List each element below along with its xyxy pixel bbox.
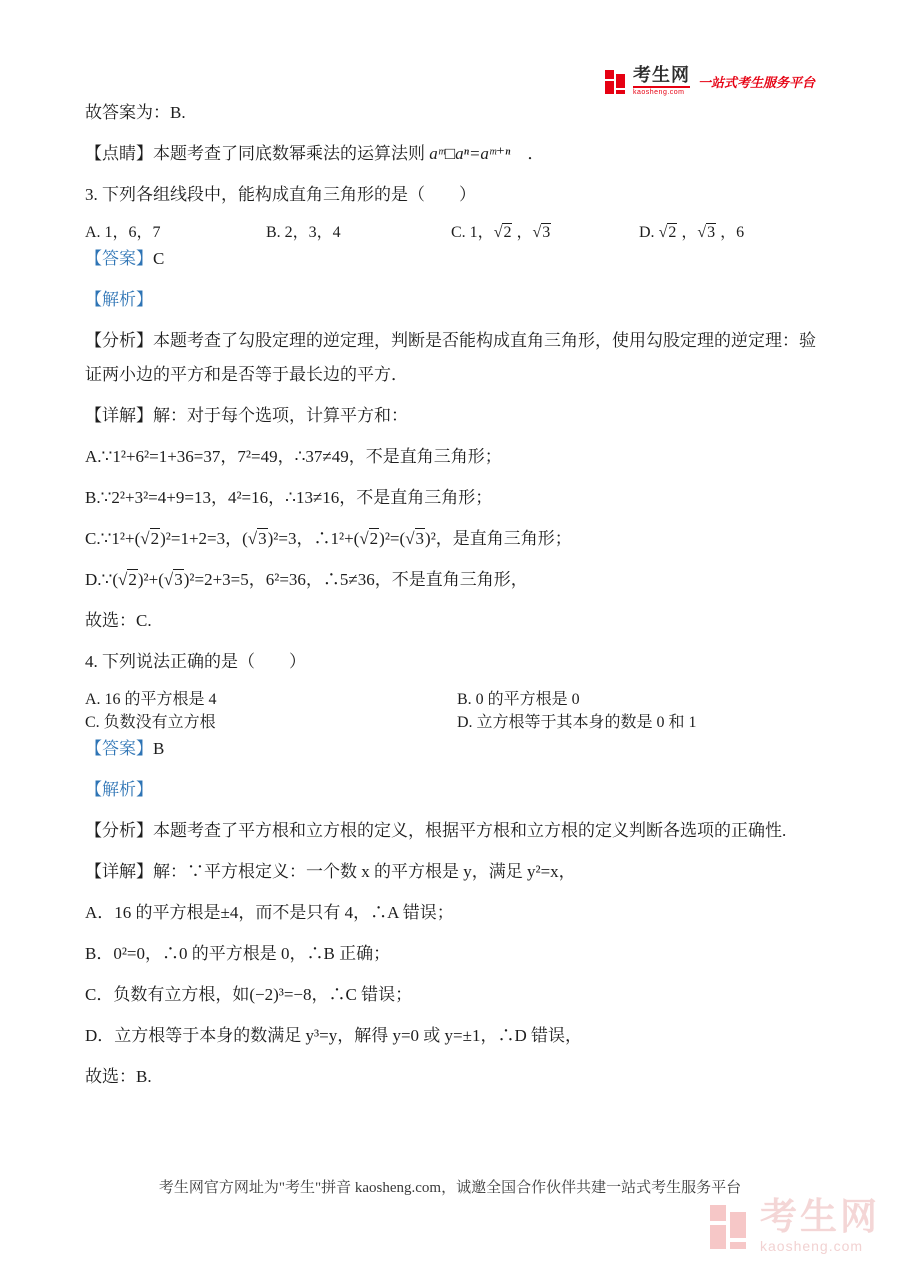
q3-jiexi-label: 【解析】 (85, 290, 153, 309)
q4-xiangjie-label: 【详解】 (85, 862, 153, 881)
q3-fenxi-label: 【分析】 (85, 331, 153, 350)
question-4-stem: 4. 下列说法正确的是（ ） (85, 652, 306, 671)
q4-option-a: A. 16 的平方根是 4 (85, 691, 217, 708)
kaosheng-watermark-wordmark (760, 1198, 880, 1253)
document-content (85, 96, 816, 1101)
question-3-stem: 3. 下列各组线段中，能构成直角三角形的是（ ） (85, 185, 476, 204)
previous-answer-line: 故答案为：B. (85, 103, 186, 122)
watermark-logo-domain: kaosheng.com (760, 1238, 864, 1254)
q4-detail-a: A．16 的平方根是±4，而不是只有 4，∴A 错误； (85, 903, 454, 922)
dianjing-formula: aᵐ□aⁿ=aᵐ⁺ⁿ (429, 144, 511, 163)
dianjing-text: 本题考查了同底数幂乘法的运算法则 (153, 144, 425, 163)
q3-jiexi-line (85, 283, 816, 317)
q3-detail-a: A.∵1²+6²=1+36=37，7²=49，∴37≠49，不是直角三角形； (85, 447, 502, 466)
logo-domain: kaosheng.com (633, 86, 690, 96)
q3-detail-d: D.∵(√2)²+(√3)²=2+3=5，6²=36，∴5≠36，不是直角三角形， (85, 570, 528, 589)
q4-detail-d: D．立方根等于本身的数满足 y³=y，解得 y=0 或 y=±1，∴D 错误， (85, 1026, 582, 1045)
question-4-options-row-2 (85, 709, 816, 732)
q3-xiangjie-text: 解：对于每个选项，计算平方和： (153, 406, 408, 425)
q4-answer-line (85, 732, 816, 766)
question-3-options (85, 219, 816, 242)
q3-answer-value: C (153, 249, 165, 268)
q3-answer-line (85, 242, 816, 276)
q4-xiangjie-line (85, 855, 816, 889)
kaosheng-watermark-icon (710, 1202, 750, 1250)
q4-detail-c: C．负数有立方根，如(−2)³=−8，∴C 错误； (85, 985, 413, 1004)
kaosheng-logo-icon (605, 68, 628, 94)
q4-conclusion: 故选：B. (85, 1067, 152, 1086)
kaosheng-watermark (710, 1198, 880, 1253)
q3-option-c: C. 1，√2 ，√3 (451, 224, 551, 241)
q4-fenxi-line (85, 814, 816, 848)
q4-xiangjie-text: 解：∵平方根定义：一个数 x 的平方根是 y，满足 y²=x， (153, 862, 576, 881)
kaosheng-brand-header (605, 66, 815, 96)
q3-option-b: B. 2，3，4 (266, 224, 341, 241)
q4-fenxi-text: 本题考查了平方根和立方根的定义，根据平方根和立方根的定义判断各选项的正确性. (153, 821, 787, 840)
q3-option-d: D. √2 ，√3 ，6 (639, 224, 745, 241)
q3-conclusion: 故选：C. (85, 611, 152, 630)
q3-fenxi-line (85, 324, 816, 392)
logo-slogan: 一站式考生服务平台 (697, 74, 815, 90)
page-footer-text: 考生网官方网址为"考生"拼音 kaosheng.com，诚邀全国合作伙伴共建一站式考生服务平台 (158, 1180, 742, 1196)
q3-answer-label: 【答案】 (85, 249, 153, 268)
q3-fenxi-text: 本题考查了勾股定理的逆定理，判断是否能构成直角三角形，使用勾股定理的逆定理：验证两小边的平方和是否等于最长边的平方． (85, 331, 816, 384)
q4-jiexi-line (85, 773, 816, 807)
q3-xiangjie-label: 【详解】 (85, 406, 153, 425)
watermark-logo-text: 考生网 (760, 1196, 880, 1237)
question-4-options-row-1 (85, 686, 816, 709)
dianjing-label: 【点睛】 (85, 144, 153, 163)
q4-option-b: B. 0 的平方根是 0 (457, 691, 580, 708)
logo-text: 考生网 (632, 65, 690, 85)
q4-option-c: C. 负数没有立方根 (85, 714, 216, 731)
q4-detail-b: B．0²=0，∴0 的平方根是 0，∴B 正确； (85, 944, 391, 963)
kaosheng-logo-wordmark (633, 66, 690, 96)
q4-answer-label: 【答案】 (85, 739, 153, 758)
dianjing-tail: ． (510, 144, 545, 163)
q4-answer-value: B (153, 739, 165, 758)
q4-fenxi-label: 【分析】 (85, 821, 153, 840)
q4-jiexi-label: 【解析】 (85, 780, 153, 799)
q3-detail-b: B.∵2²+3²=4+9=13，4²=16，∴13≠16，不是直角三角形； (85, 488, 493, 507)
dianjing-note (85, 137, 816, 171)
q4-option-d: D. 立方根等于其本身的数是 0 和 1 (457, 714, 697, 731)
q3-option-a: A. 1，6，7 (85, 224, 161, 241)
q3-xiangjie-line (85, 399, 816, 433)
q3-detail-c: C.∵1²+(√2)²=1+2=3，(√3)²=3，∴1²+(√2)²=(√3)²，是直角三角形； (85, 529, 572, 548)
